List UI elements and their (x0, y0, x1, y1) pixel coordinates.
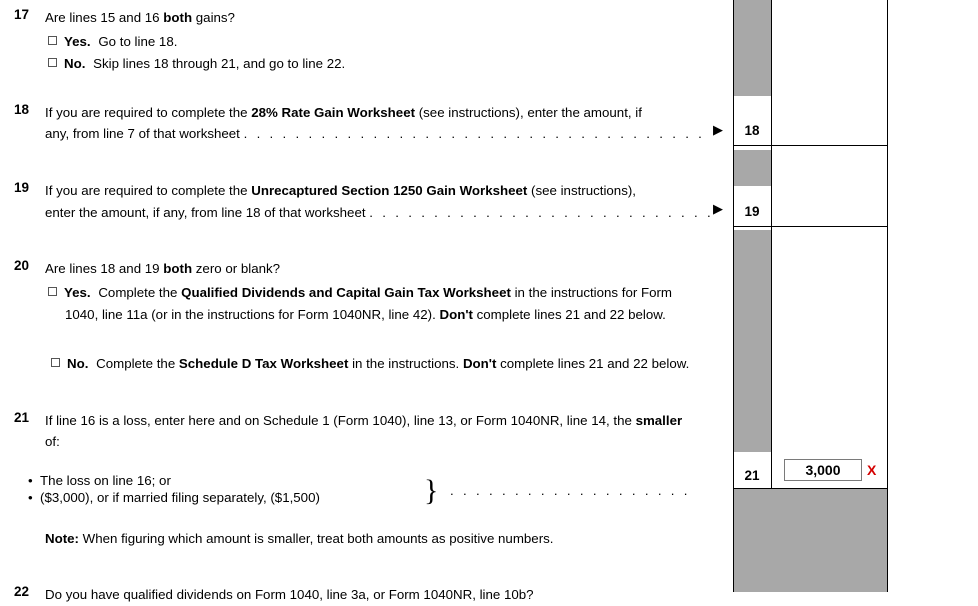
line-20-yes-worksheet: Qualified Dividends and Capital Gain Tax Worksheet (181, 285, 511, 300)
line-21-leader-dots: . . . . . . . . . . . . . . . . . . . (450, 483, 691, 498)
line-22-number: 22 (14, 584, 30, 599)
line-18-worksheet-name: 28% Rate Gain Worksheet (251, 105, 416, 120)
amount-rule-21 (734, 488, 887, 489)
line-21-bullet-2-text: ($3,000), or if married filing separately, ($1,500) (40, 490, 320, 505)
line-19-text-line1 (45, 180, 636, 202)
checkbox-icon[interactable] (48, 58, 57, 67)
line-17-number: 17 (14, 7, 30, 22)
line-21-error-flag: X (867, 462, 877, 478)
checkbox-icon[interactable] (48, 36, 57, 45)
line-17-yes-label: Yes. (64, 34, 91, 49)
line-21-amount-input[interactable]: 3,000 (784, 459, 862, 481)
line-19-leader-dots: . . . . . . . . . . . . . . . . . . . . . . . . . . . (369, 205, 714, 220)
line-19-worksheet-name: Unrecaptured Section 1250 Gain Worksheet (251, 183, 528, 198)
box-number-19: 19 (744, 204, 760, 219)
line-19-arrow-icon: ▶ (713, 202, 723, 217)
line-21-text-line2 (45, 431, 60, 453)
line-19-text-post: (see instructions), (527, 183, 636, 198)
line-18-text-line2-label: any, from line 7 of that worksheet (45, 126, 240, 141)
checkbox-icon[interactable] (48, 287, 57, 296)
line-20-yes-dont: Don't (439, 307, 473, 322)
line-20-yes-line2-pre: 1040, line 11a (or in the instructions for Form 1040NR, line 42). (65, 307, 440, 322)
line-20-yes-line1-pre: Complete the (98, 285, 182, 300)
form-line-22 (0, 584, 733, 602)
line-20-no-post: complete lines 21 and 22 below. (496, 356, 690, 371)
line-22-question: Do you have qualified dividends on Form 1040, line 3a, or Form 1040NR, line 10b? (45, 587, 534, 602)
line-21-number: 21 (14, 410, 30, 425)
line-17-choice-yes[interactable] (48, 31, 177, 53)
line-18-text-post: (see instructions), enter the amount, if (415, 105, 642, 120)
gray-fill-20 (734, 230, 771, 452)
line-18-text-line2 (45, 123, 705, 145)
line-17-no-label: No. (64, 56, 86, 71)
line-20-choice-yes[interactable] (48, 282, 728, 304)
line-20-no-worksheet: Schedule D Tax Worksheet (178, 356, 349, 371)
line-21-note (45, 528, 735, 550)
form-line-21 (0, 410, 733, 560)
form-line-17 (0, 5, 733, 75)
line-21-smaller: smaller (635, 413, 683, 428)
form-line-20 (0, 258, 733, 378)
line-18-text-pre: If you are required to complete the (45, 105, 252, 120)
amount-rule-18 (734, 145, 887, 146)
line-21-of-label: of: (45, 434, 60, 449)
line-20-no-label: No. (67, 356, 89, 371)
box-number-21: 21 (744, 468, 760, 483)
line-21-note-text: When figuring which amount is smaller, treat both amounts as positive numbers. (78, 531, 554, 546)
form-line-19 (0, 180, 733, 230)
gray-fill-below-21 (734, 489, 887, 592)
line-17-yes-text: Go to line 18. (98, 34, 178, 49)
line-18-arrow-icon: ▶ (713, 123, 723, 138)
line-20-no-mid: in the instructions. (348, 356, 463, 371)
line-20-yes-line2-post: complete lines 21 and 22 below. (472, 307, 666, 322)
line-17-question (45, 7, 235, 29)
line-21-bullet-2: • ($3,000), or if married filing separately, ($1,500) (28, 490, 320, 505)
line-20-choice-no[interactable] (51, 353, 731, 375)
line-19-text-line2-label: enter the amount, if any, from line 18 of that worksheet (45, 205, 366, 220)
gray-fill-17 (734, 0, 771, 96)
line-20-yes-line2 (65, 304, 730, 326)
line-21-bullet-1-text: The loss on line 16; or (40, 473, 171, 488)
line-20-question-text: Are lines 18 and 19 both zero or blank? (45, 261, 281, 276)
column-divider-far-right (887, 0, 888, 592)
line-17-no-text: Skip lines 18 through 21, and go to line 22. (93, 56, 346, 71)
gray-fill-19-top (734, 150, 771, 186)
line-19-text-pre: If you are required to complete the (45, 183, 252, 198)
line-21-text-line1 (45, 410, 735, 432)
line-20-no-pre: Complete the (96, 356, 179, 371)
line-20-number: 20 (14, 258, 30, 273)
line-17-question-text: Are lines 15 and 16 both gains? (45, 10, 235, 25)
line-20-question (45, 258, 280, 280)
line-20-yes-line1-post: in the instructions for Form (510, 285, 673, 300)
line-21-note-label: Note: (45, 531, 79, 546)
line-19-text-line2 (45, 202, 713, 224)
line-18-number: 18 (14, 102, 30, 117)
line-18-text-line1 (45, 102, 642, 124)
amount-rule-19 (734, 226, 887, 227)
box-number-18: 18 (744, 123, 760, 138)
form-line-18 (0, 100, 733, 150)
checkbox-icon[interactable] (51, 358, 60, 367)
line-20-no-dont: Don't (462, 356, 497, 371)
line-21-brace: } (424, 474, 439, 507)
line-19-number: 19 (14, 180, 30, 195)
line-18-leader-dots: . . . . . . . . . . . . . . . . . . . . . . . . . . . . . . . . . . . . (243, 126, 705, 141)
line-17-choice-no[interactable] (48, 53, 345, 75)
line-20-yes-label: Yes. (64, 285, 91, 300)
line-21-text-pre: If line 16 is a loss, enter here and on Schedule 1 (Form 1040), line 13, or Form 1040NR, line 14, the (45, 413, 636, 428)
line-21-bullet-1: • The loss on line 16; or (28, 473, 171, 488)
